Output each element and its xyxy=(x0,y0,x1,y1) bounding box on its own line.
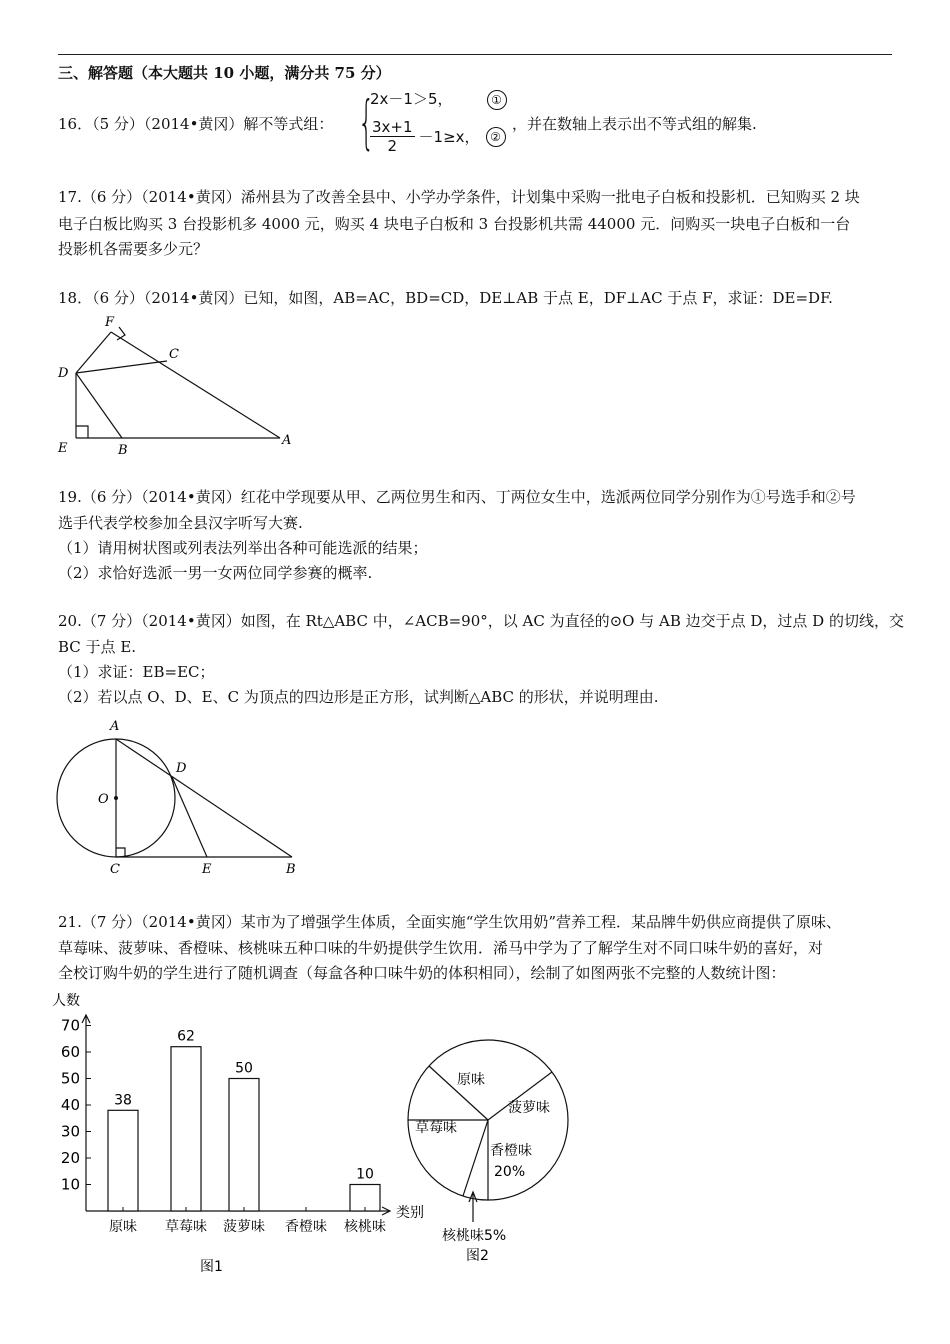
q18-line1: 18．（6 分）（2014•黄冈）已知，如图，AB=AC，BD=CD，DE⊥AB 于点 E，DF⊥AC 于点 F，求证：DE=DF. xyxy=(58,289,833,307)
y-tick-label: 30 xyxy=(60,1122,80,1141)
bar-data-label: 38 xyxy=(114,1092,132,1109)
x-category-label: 原味 xyxy=(109,1219,137,1235)
bar-chart xyxy=(50,985,440,1275)
fraction-denominator: 2 xyxy=(387,137,398,155)
inequality-2 xyxy=(370,118,506,155)
inequality-1 xyxy=(370,88,507,110)
q19-line4: （2）求恰好选派一男一女两位同学参赛的概率. xyxy=(58,564,373,582)
label-D: D xyxy=(58,366,69,381)
q20-line3: （1）求证：EB=EC； xyxy=(58,663,215,681)
y-tick-label: 40 xyxy=(60,1096,80,1114)
y-tick-label: 10 xyxy=(60,1175,80,1194)
bar-1 xyxy=(171,1047,201,1211)
y-tick-label: 70 xyxy=(60,1016,80,1035)
brace-symbol: { xyxy=(358,88,375,156)
bar-0 xyxy=(108,1110,138,1211)
top-rule xyxy=(58,54,892,55)
q20-figure xyxy=(50,712,310,882)
label-B: B xyxy=(118,443,128,458)
inequality-system xyxy=(358,88,518,160)
pie-value-orange: 20% xyxy=(494,1164,526,1180)
bar-data-label: 62 xyxy=(177,1028,195,1045)
bar-data-label: 50 xyxy=(235,1060,253,1077)
q16-suffix: ，并在数轴上表示出不等式组的解集. xyxy=(512,115,757,133)
q19-line1: 19.（6 分）（2014•黄冈）红花中学现要从甲、乙两位男生和丙、丁两位女生中，选派两位同学分别作为①号选手和②号 xyxy=(58,488,856,506)
q19-line2: 选手代表学校参加全县汉字听写大赛. xyxy=(58,514,303,532)
pie-label-strawberry: 草莓味 xyxy=(415,1120,457,1136)
label-O: O xyxy=(98,792,109,807)
label-E: E xyxy=(202,862,212,877)
q17-line3: 投影机各需要多少元？ xyxy=(58,240,209,258)
slice-boundary xyxy=(463,1120,488,1196)
q20-line2: BC 于点 E. xyxy=(58,638,137,656)
y-tick-label: 20 xyxy=(60,1149,80,1167)
q20-line1: 20.（7 分）（2014•黄冈）如图，在 Rt△ABC 中，∠ACB=90°，以 AC 为直径的⊙O 与 AB 边交于点 D，过点 D 的切线，交 xyxy=(58,612,904,630)
fraction-numerator: 3x+1 xyxy=(372,118,413,136)
x-category-label: 菠萝味 xyxy=(223,1219,265,1235)
label-F: F xyxy=(105,315,115,330)
q19-line3: （1）请用树状图或列表法列举出各种可能选派的结果； xyxy=(58,539,428,557)
label-B: B xyxy=(286,862,296,877)
fraction xyxy=(370,118,415,155)
label-C: C xyxy=(110,862,120,877)
q17-line2: 电子白板比购买 3 台投影机多 4000 元，购买 4 块电子白板和 3 台投影机共需 44000 元．问购买一块电子白板和一台 xyxy=(58,215,851,233)
x-category-label: 核桃味 xyxy=(344,1219,386,1235)
section-title: 三、解答题（本大题共 10 小题，满分共 75 分） xyxy=(58,64,391,82)
pie-label-original: 原味 xyxy=(457,1072,485,1088)
x-category-label: 草莓味 xyxy=(165,1219,207,1235)
q21-line2: 草莓味、菠萝味、香橙味、核桃味五种口味的牛奶提供学生饮用．浠马中学为了了解学生对不同口味牛奶的喜好，对 xyxy=(58,939,824,957)
x-category-label: 香橙味 xyxy=(285,1219,327,1235)
inequality-1-text: 2x－1＞5， xyxy=(370,90,453,108)
chart1-title: 图1 xyxy=(200,1259,223,1275)
label-D: D xyxy=(176,761,187,776)
inequality-1-mark: ① xyxy=(487,90,507,110)
q18-figure xyxy=(50,312,310,462)
y-tick-label: 60 xyxy=(60,1043,80,1061)
inequality-2-text: －1≥x， xyxy=(418,128,480,146)
y-axis-label: 人数 xyxy=(52,993,80,1009)
label-E: E xyxy=(58,441,68,456)
center-dot xyxy=(114,796,118,800)
q21-line1: 21.（7 分）（2014•黄冈）某市为了增强学生体质，全面实施“学生饮用奶”营养工程．某品牌牛奶供应商提供了原味、 xyxy=(58,913,842,931)
y-tick-label: 50 xyxy=(60,1069,80,1088)
inequality-2-mark: ② xyxy=(486,127,506,147)
q16-prefix: 16．（5 分）（2014•黄冈）解不等式组： xyxy=(58,115,334,133)
label-A: A xyxy=(110,719,120,734)
label-C: C xyxy=(169,347,179,362)
x-axis-label: 类别 xyxy=(396,1205,424,1221)
pie-label-pineapple: 菠萝味 xyxy=(508,1100,550,1116)
label-A: A xyxy=(282,433,292,448)
q20-line4: （2）若以点 O、D、E、C 为顶点的四边形是正方形，试判断△ABC 的形状，并说明理由. xyxy=(58,688,659,706)
bar-data-label: 10 xyxy=(356,1166,374,1183)
q21-line3: 全校订购牛奶的学生进行了随机调查（每盒各种口味牛奶的体积相同），绘制了如图两张不完整的人数统计图： xyxy=(58,964,786,982)
q17-line1: 17.（6 分）（2014•黄冈）浠州县为了改善全县中、小学办学条件，计划集中采购一批电子白板和投影机．已知购买 2 块 xyxy=(58,188,860,206)
chart2-title: 图2 xyxy=(466,1248,489,1264)
pie-chart xyxy=(400,1010,580,1270)
bar-2 xyxy=(229,1079,259,1212)
pie-label-orange: 香橙味 xyxy=(490,1143,532,1159)
pie-label-walnut: 核桃味5% xyxy=(442,1228,507,1244)
